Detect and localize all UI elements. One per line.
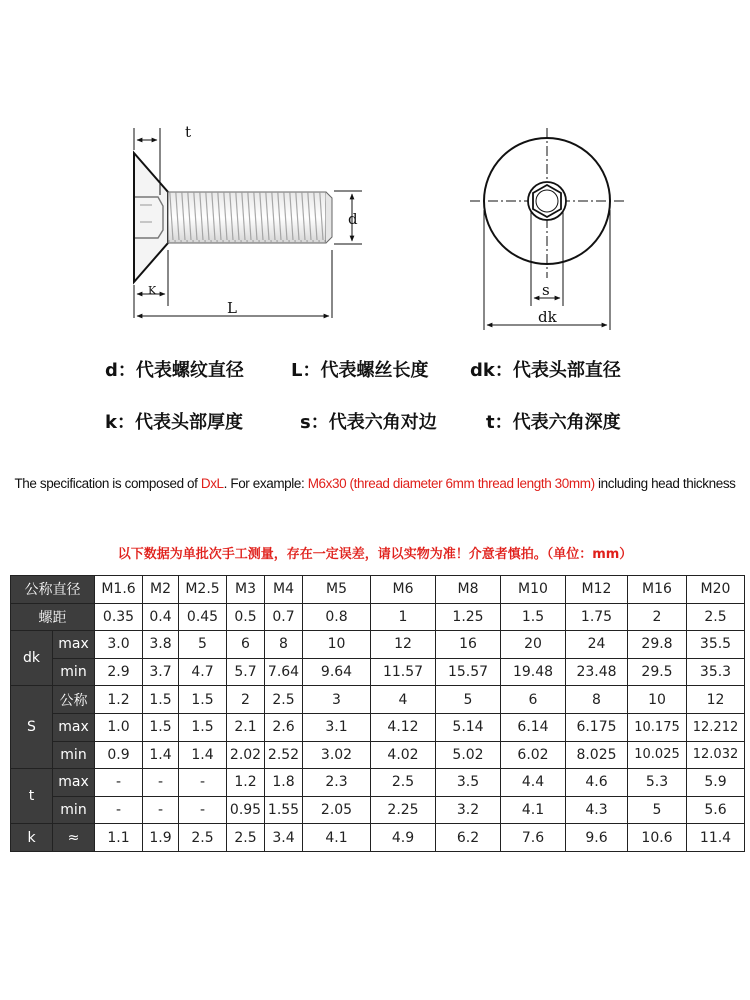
t-max-cell-m6: 2.5 [371,769,436,797]
dk-max-cell-m20: 35.5 [687,631,745,659]
t-min-cell-m20: 5.6 [687,796,745,824]
k-cell-m4: 3.4 [265,824,303,852]
s-nominal-cell-m4: 2.5 [265,686,303,714]
legend-k: k：代表头部厚度 [105,412,243,433]
dk-max-cell-m2: 3.8 [143,631,179,659]
legend-s: s：代表六角对边 [300,412,437,433]
k-cell-m5: 4.1 [303,824,371,852]
size-cell: M6 [371,576,436,604]
label-t: t [185,123,192,141]
screw-diagram [0,0,750,340]
s-min-cell-m20: 12.032 [687,741,745,769]
k-row [11,824,745,852]
s-min-row [11,741,745,769]
s-nominal-cell-m1-6: 1.2 [95,686,143,714]
s-nominal-cell-m8: 5 [436,686,501,714]
k-approx-label: ≈ [53,824,95,852]
k-cell-m20: 11.4 [687,824,745,852]
size-cell: M4 [265,576,303,604]
dk-min-row [11,658,745,686]
dk-min-cell-m4: 7.64 [265,658,303,686]
t-min-cell-m10: 4.1 [501,796,566,824]
dk-min-cell-m2: 3.7 [143,658,179,686]
s-nominal-label: 公称 [53,686,95,714]
dk-min-cell-m16: 29.5 [628,658,687,686]
s-nominal-cell-m2-5: 1.5 [179,686,227,714]
pitch-cell-m3: 0.5 [227,603,265,631]
t-max-cell-m1-6: - [95,769,143,797]
t-max-cell-m2: - [143,769,179,797]
s-max-cell-m12: 6.175 [566,713,628,741]
s-max-cell-m8: 5.14 [436,713,501,741]
size-cell: M8 [436,576,501,604]
s-max-row [11,713,745,741]
s-max-label: max [53,713,95,741]
s-max-cell-m16: 10.175 [628,713,687,741]
s-max-cell-m1-6: 1.0 [95,713,143,741]
dk-min-label: min [53,658,95,686]
dk-min-cell-m1-6: 2.9 [95,658,143,686]
t-min-cell-m12: 4.3 [566,796,628,824]
s-min-cell-m5: 3.02 [303,741,371,769]
dk-max-cell-m3: 6 [227,631,265,659]
t-max-cell-m8: 3.5 [436,769,501,797]
s-max-cell-m2-5: 1.5 [179,713,227,741]
size-cell: M12 [566,576,628,604]
size-cell: M16 [628,576,687,604]
t-min-cell-m5: 2.05 [303,796,371,824]
spec-note-format: DxL [200,476,224,491]
spec-note-part3: . For example: [223,476,308,491]
s-max-cell-m10: 6.14 [501,713,566,741]
s-nominal-row [11,686,745,714]
s-max-cell-m2: 1.5 [143,713,179,741]
dk-max-cell-m1-6: 3.0 [95,631,143,659]
k-cell-m2-5: 2.5 [179,824,227,852]
t-min-cell-m2-5: - [179,796,227,824]
pitch-header: 螺距 [11,603,95,631]
label-L: L [227,299,237,317]
s-min-cell-m1-6: 0.9 [95,741,143,769]
t-header: t [11,769,53,824]
label-s: s [542,281,550,299]
t-max-label: max [53,769,95,797]
t-min-cell-m16: 5 [628,796,687,824]
pitch-cell-m6: 1 [371,603,436,631]
s-min-cell-m12: 8.025 [566,741,628,769]
s-nominal-cell-m16: 10 [628,686,687,714]
t-min-label: min [53,796,95,824]
s-min-cell-m10: 6.02 [501,741,566,769]
s-min-cell-m8: 5.02 [436,741,501,769]
k-cell-m12: 9.6 [566,824,628,852]
t-max-cell-m12: 4.6 [566,769,628,797]
dk-max-cell-m12: 24 [566,631,628,659]
s-nominal-cell-m20: 12 [687,686,745,714]
pitch-cell-m10: 1.5 [501,603,566,631]
pitch-cell-m12: 1.75 [566,603,628,631]
s-nominal-cell-m5: 3 [303,686,371,714]
legend-row-1 [0,356,750,390]
screw-top-view [470,128,624,278]
size-row [11,576,745,604]
s-max-cell-m5: 3.1 [303,713,371,741]
pitch-cell-m20: 2.5 [687,603,745,631]
t-min-cell-m6: 2.25 [371,796,436,824]
dk-max-cell-m10: 20 [501,631,566,659]
dk-max-cell-m6: 12 [371,631,436,659]
dk-min-cell-m2-5: 4.7 [179,658,227,686]
s-min-cell-m6: 4.02 [371,741,436,769]
s-header: S [11,686,53,769]
legend-dk: dk：代表头部直径 [470,360,621,381]
dk-min-cell-m20: 35.3 [687,658,745,686]
s-nominal-cell-m2: 1.5 [143,686,179,714]
pitch-cell-m1-6: 0.35 [95,603,143,631]
k-cell-m2: 1.9 [143,824,179,852]
dk-min-cell-m3: 5.7 [227,658,265,686]
pitch-cell-m4: 0.7 [265,603,303,631]
legend-d: d：代表螺纹直径 [105,360,244,381]
dk-min-cell-m10: 19.48 [501,658,566,686]
dk-max-cell-m8: 16 [436,631,501,659]
s-nominal-cell-m3: 2 [227,686,265,714]
dk-min-cell-m12: 23.48 [566,658,628,686]
t-max-cell-m3: 1.2 [227,769,265,797]
size-cell: M2 [143,576,179,604]
spec-note-example: M6x30 (thread diameter 6mm thread length 30mm) [307,476,595,491]
t-max-row [11,769,745,797]
s-max-cell-m20: 12.212 [687,713,745,741]
spec-table [10,575,745,852]
t-max-cell-m10: 4.4 [501,769,566,797]
label-d: d [348,210,358,228]
k-cell-m10: 7.6 [501,824,566,852]
t-max-cell-m16: 5.3 [628,769,687,797]
s-min-cell-m2: 1.4 [143,741,179,769]
dk-header: dk [11,631,53,686]
s-min-cell-m16: 10.025 [628,741,687,769]
k-header: k [11,824,53,852]
measurement-notice: 以下数据为单批次手工测量，存在一定误差，请以实物为准！介意者慎拍。（单位：mm） [117,547,633,562]
dk-max-cell-m16: 29.8 [628,631,687,659]
s-min-cell-m4: 2.52 [265,741,303,769]
size-cell: M5 [303,576,371,604]
nominal-diameter-header: 公称直径 [11,576,95,604]
pitch-cell-m2: 0.4 [143,603,179,631]
dk-min-cell-m8: 15.57 [436,658,501,686]
s-max-cell-m6: 4.12 [371,713,436,741]
legend-t: t：代表六角深度 [486,412,621,433]
k-cell-m16: 10.6 [628,824,687,852]
label-dk: dk [538,308,557,326]
t-min-cell-m8: 3.2 [436,796,501,824]
t-max-cell-m20: 5.9 [687,769,745,797]
t-min-cell-m4: 1.55 [265,796,303,824]
spec-note [0,476,750,491]
spec-note-part5: including head thickness [594,476,736,491]
dk-max-cell-m5: 10 [303,631,371,659]
s-max-cell-m4: 2.6 [265,713,303,741]
screw-side-view [134,153,332,282]
label-k: K [148,284,157,297]
dk-max-cell-m4: 8 [265,631,303,659]
t-min-cell-m3: 0.95 [227,796,265,824]
k-cell-m1-6: 1.1 [95,824,143,852]
t-min-cell-m2: - [143,796,179,824]
s-max-cell-m3: 2.1 [227,713,265,741]
pitch-row [11,603,745,631]
s-min-cell-m2-5: 1.4 [179,741,227,769]
dk-max-row [11,631,745,659]
dk-min-cell-m5: 9.64 [303,658,371,686]
dk-max-cell-m2-5: 5 [179,631,227,659]
k-cell-m6: 4.9 [371,824,436,852]
pitch-cell-m8: 1.25 [436,603,501,631]
t-max-cell-m2-5: - [179,769,227,797]
size-cell: M10 [501,576,566,604]
size-cell: M2.5 [179,576,227,604]
size-cell: M20 [687,576,745,604]
dk-max-label: max [53,631,95,659]
dk-min-cell-m6: 11.57 [371,658,436,686]
t-min-row [11,796,745,824]
pitch-cell-m2-5: 0.45 [179,603,227,631]
pitch-cell-m5: 0.8 [303,603,371,631]
size-cell: M3 [227,576,265,604]
legend-row-2 [0,408,750,442]
k-cell-m8: 6.2 [436,824,501,852]
t-max-cell-m4: 1.8 [265,769,303,797]
t-max-cell-m5: 2.3 [303,769,371,797]
s-nominal-cell-m6: 4 [371,686,436,714]
s-nominal-cell-m10: 6 [501,686,566,714]
t-min-cell-m1-6: - [95,796,143,824]
spec-note-part1: The specification is composed of [14,476,201,491]
s-nominal-cell-m12: 8 [566,686,628,714]
k-cell-m3: 2.5 [227,824,265,852]
s-min-cell-m3: 2.02 [227,741,265,769]
s-min-label: min [53,741,95,769]
legend-l: L：代表螺丝长度 [291,360,429,381]
pitch-cell-m16: 2 [628,603,687,631]
size-cell: M1.6 [95,576,143,604]
